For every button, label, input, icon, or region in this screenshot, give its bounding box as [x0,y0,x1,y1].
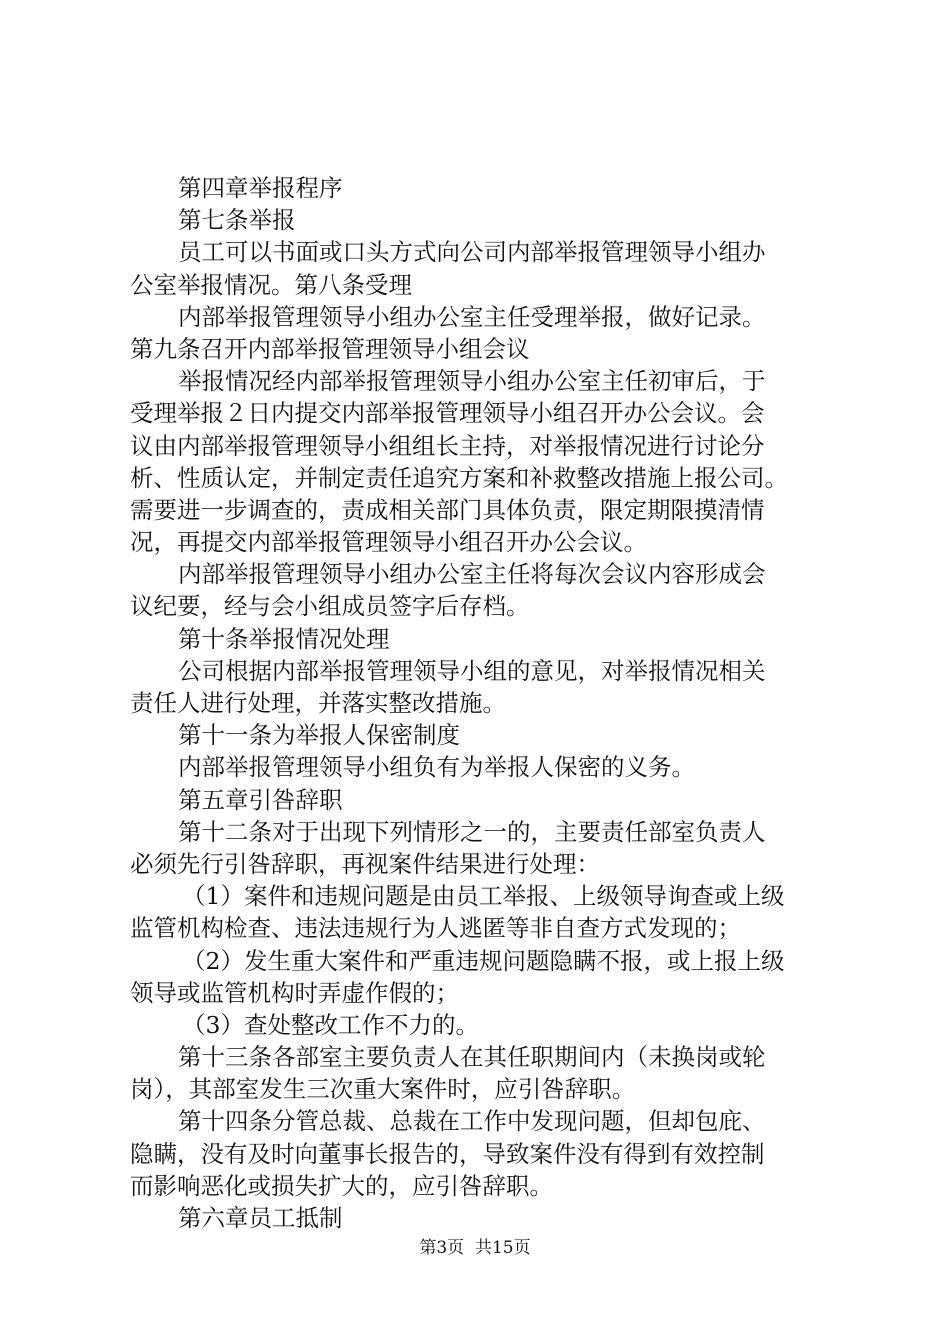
text-line: 受理举报２日内提交内部举报管理领导小组召开办公会议。会 [130,399,765,428]
text-line: 第十三条各部室主要负责人在其任职期间内（未换岗或轮 [178,1043,766,1072]
text-line: 内部举报管理领导小组办公室主任受理举报，做好记录。 [178,302,766,331]
list-item: （3）查处整改工作不力的。 [182,1010,479,1039]
text-line: 内部举报管理领导小组负有为举报人保密的义务。 [178,753,695,782]
chapter-heading-5: 第五章引咎辞职 [178,785,343,814]
article-heading-10: 第十条举报情况处理 [178,624,390,653]
page-footer [0,1237,950,1259]
article-heading-7: 第七条举报 [178,206,296,235]
text-line: 隐瞒，没有及时向董事长报告的，导致案件没有得到有效控制 [130,1139,765,1168]
text-line: 内部举报管理领导小组办公室主任将每次会议内容形成会 [178,560,766,589]
chapter-heading-6: 第六章员工抵制 [178,1204,343,1232]
chapter-heading-4: 第四章举报程序 [178,174,343,202]
text-line: 而影响恶化或损失扩大的，应引咎辞职。 [130,1171,553,1200]
article-heading-9: 第九条召开内部举报管理领导小组会议 [130,334,530,363]
text-line: 岗），其部室发生三次重大案件时，应引咎辞职。 [130,1075,636,1104]
text-line: 议纪要，经与会小组成员签字后存档。 [130,592,530,621]
text-line: 举报情况经内部举报管理领导小组办公室主任初审后，于 [178,367,766,396]
text-line: 责任人进行处理，并落实整改措施。 [130,689,506,717]
text-line: 况，再提交内部举报管理领导小组召开办公会议。 [130,528,647,557]
text-line: 监管机构检查、违法违规行为人逃匿等非自查方式发现的； [130,914,741,943]
text-line: 第十四条分管总裁、总裁在工作中发现问题，但却包庇、 [178,1107,766,1136]
article-heading-11: 第十一条为举报人保密制度 [178,721,460,750]
text-line: 析、性质认定，并制定责任追究方案和补救整改措施上报公司。 [130,463,788,492]
text-line: 公室举报情况。第八条受理 [130,270,412,299]
list-item: （1）案件和违规问题是由员工举报、上级领导询查或上级 [182,882,785,911]
text-line: 必须先行引咎辞职，再视案件结果进行处理： [130,849,600,878]
document-body [130,172,850,1234]
text-line: 第十二条对于出现下列情形之一的，主要责任部室负责人 [178,817,766,846]
text-line: 需要进一步调查的，责成相关部门具体负责，限定期限摸清情 [130,495,765,524]
text-line: 议由内部举报管理领导小组组长主持，对举报情况进行讨论分 [130,431,765,460]
text-line: 领导或监管机构时弄虚作假的； [130,978,459,1007]
page-number: 第3页 共15页 [419,1238,531,1258]
text-line: 公司根据内部举报管理领导小组的意见，对举报情况相关 [178,656,766,685]
list-item: （2）发生重大案件和严重违规问题隐瞒不报，或上报上级 [182,946,785,975]
text-line: 员工可以书面或口头方式向公司内部举报管理领导小组办 [178,238,766,267]
